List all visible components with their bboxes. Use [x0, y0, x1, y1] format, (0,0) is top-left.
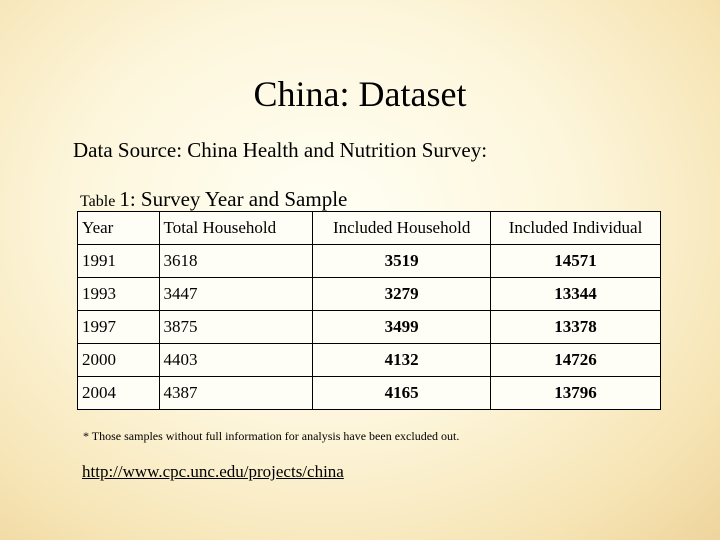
cell-year: 1997	[78, 311, 160, 344]
cell-included-individual: 13344	[491, 278, 661, 311]
table-row	[78, 278, 661, 311]
table-caption-prefix: Table	[80, 193, 116, 210]
cell-included-household: 3279	[313, 278, 491, 311]
table-row	[78, 311, 661, 344]
header-year: Year	[78, 212, 160, 245]
table-caption-text: 1: Survey Year and Sample	[119, 187, 348, 211]
slide-title: China: Dataset	[253, 74, 467, 114]
cell-included-household: 4165	[313, 377, 491, 410]
cell-total-household: 4387	[159, 377, 313, 410]
table-header-row	[78, 212, 661, 245]
table-row	[78, 245, 661, 278]
cell-included-individual: 13378	[491, 311, 661, 344]
table-row	[78, 377, 661, 410]
cell-included-individual: 14571	[491, 245, 661, 278]
cell-included-household: 4132	[313, 344, 491, 377]
cell-included-individual: 13796	[491, 377, 661, 410]
cell-year: 1991	[78, 245, 160, 278]
header-total-household: Total Household	[159, 212, 313, 245]
cell-total-household: 3447	[159, 278, 313, 311]
table-row	[78, 344, 661, 377]
cell-year: 1993	[78, 278, 160, 311]
cell-year: 2000	[78, 344, 160, 377]
cell-included-household: 3499	[313, 311, 491, 344]
cell-included-individual: 14726	[491, 344, 661, 377]
header-included-individual: Included Individual	[491, 212, 661, 245]
cell-year: 2004	[78, 377, 160, 410]
footnote: * Those samples without full information for analysis have been excluded out.	[83, 429, 460, 443]
cell-included-household: 3519	[313, 245, 491, 278]
survey-table	[77, 211, 661, 410]
project-url-link[interactable]: http://www.cpc.unc.edu/projects/china	[82, 462, 344, 481]
cell-total-household: 3875	[159, 311, 313, 344]
data-source-text: Data Source: China Health and Nutrition Survey:	[73, 138, 488, 162]
cell-total-household: 4403	[159, 344, 313, 377]
cell-total-household: 3618	[159, 245, 313, 278]
header-included-household: Included Household	[313, 212, 491, 245]
